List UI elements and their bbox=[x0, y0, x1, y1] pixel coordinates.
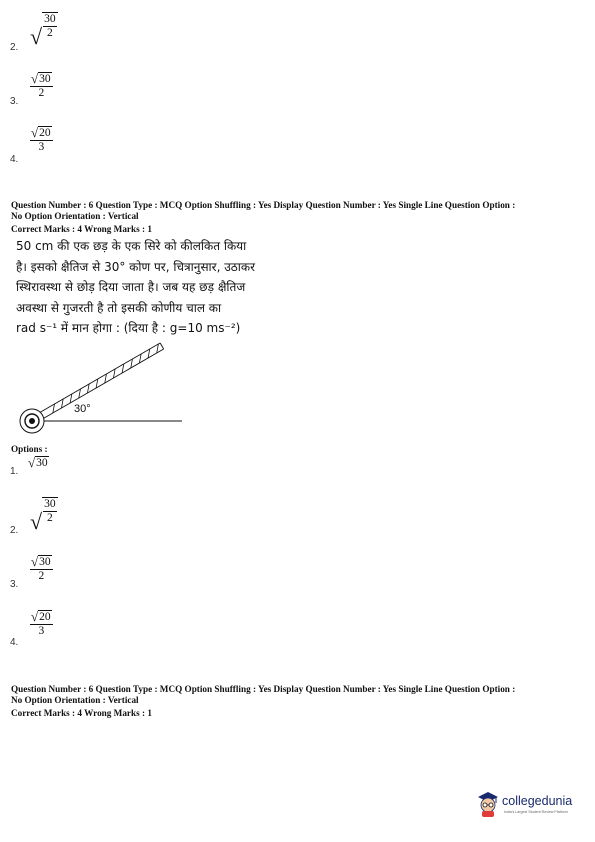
question-marks-next: Correct Marks : 4 Wrong Marks : 1 bbox=[11, 708, 152, 718]
fraction: √ 20 3 bbox=[31, 609, 51, 637]
graduate-mascot-icon bbox=[476, 790, 500, 818]
question-text bbox=[16, 236, 266, 339]
meta-line-1: Question Number : 6 Question Type : MCQ Option Shuffling : Yes Display Question Number : Yes Single Line Question Option : bbox=[11, 684, 516, 694]
options-heading: Options : bbox=[11, 444, 48, 454]
pivot-center bbox=[29, 418, 35, 424]
radical: √ 30 bbox=[28, 455, 48, 470]
radicand: 20 bbox=[39, 611, 51, 623]
meta-line-2: No Option Orientation : Vertical bbox=[11, 210, 139, 221]
denominator: 2 bbox=[46, 27, 53, 40]
radicand: 20 bbox=[39, 127, 51, 139]
denominator: 2 bbox=[38, 86, 45, 99]
meta-line-2: No Option Orientation : Vertical bbox=[11, 694, 139, 705]
question-line: है। इसको क्षैतिज से 30° कोण पर, चित्रानुसार, उठाकर bbox=[16, 259, 255, 274]
question-line: 50 cm की एक छड़ के एक सिरे को कीलकित किया bbox=[16, 239, 247, 253]
angle-label: 30° bbox=[74, 403, 91, 415]
rod-figure bbox=[14, 336, 184, 436]
option-number: 4. bbox=[10, 154, 19, 165]
fraction: √ 30 2 bbox=[31, 554, 51, 582]
radicand: 30 bbox=[39, 73, 51, 85]
numerator: 30 bbox=[43, 13, 57, 27]
option-number: 3. bbox=[10, 96, 19, 107]
radical-fraction: √ $\frac{30}{2}$ bbox=[30, 13, 56, 49]
question-line: स्थिरावस्था से छोड़ दिया जाता है। जब यह छड़ क्षैतिज bbox=[16, 280, 246, 294]
denominator: 2 bbox=[46, 512, 53, 525]
numerator: 30 bbox=[43, 498, 57, 512]
radical-fraction: √ $\frac{30}{2}$ bbox=[30, 498, 56, 534]
logo-tagline: India's Largest Student Review Platform bbox=[504, 810, 568, 814]
question-marks: Correct Marks : 4 Wrong Marks : 1 bbox=[11, 224, 152, 234]
option-number: 4. bbox=[10, 637, 19, 648]
option-number: 1. bbox=[10, 466, 19, 477]
fraction: √ 30 2 bbox=[31, 71, 51, 99]
question-meta bbox=[11, 200, 586, 221]
meta-line-1: Question Number : 6 Question Type : MCQ Option Shuffling : Yes Display Question Number : Yes Single Line Question Option : bbox=[11, 200, 516, 210]
denominator: 3 bbox=[38, 624, 45, 637]
radicand: 30 bbox=[39, 556, 51, 568]
radicand: 30 bbox=[36, 457, 48, 469]
collegedunia-logo bbox=[476, 790, 588, 822]
question-line: अवस्था से गुजरती है तो इसकी कोणीय चाल का bbox=[16, 300, 222, 315]
option-number: 3. bbox=[10, 579, 19, 590]
denominator: 3 bbox=[38, 140, 45, 153]
denominator: 2 bbox=[38, 569, 45, 582]
option-number: 2. bbox=[10, 525, 19, 536]
question-line: rad s⁻¹ में मान होगा : (दिया है : g=10 ms⁻²) bbox=[16, 321, 241, 335]
logo-name: collegedunia bbox=[502, 794, 573, 808]
option-number: 2. bbox=[10, 42, 19, 53]
fraction: √ 20 3 bbox=[31, 125, 51, 153]
question-meta-next bbox=[11, 684, 586, 705]
rod bbox=[30, 343, 163, 424]
